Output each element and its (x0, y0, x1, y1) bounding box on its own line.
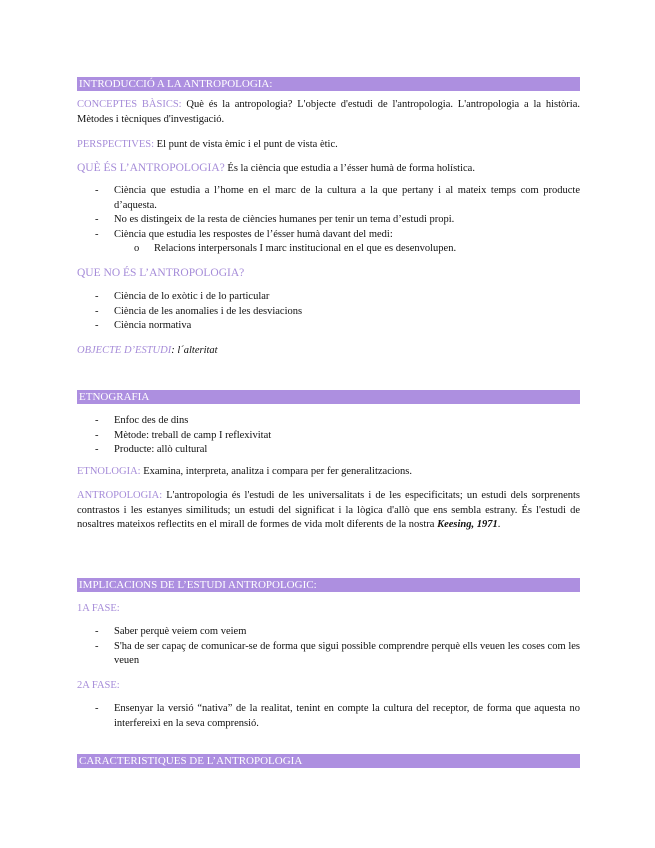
section-heading-introduccio: INTRODUCCIÓ A LA ANTROPOLOGIA: (77, 77, 580, 91)
list-item: - S'ha de ser capaç de comunicar-se de forma que sigui possible comprendre perquè ells veuen les coses com les veuen (95, 640, 580, 666)
list-item: - Ciència que estudia a l’home en el marc de la cultura a la que pertany i al mateix temps com producte d’aquesta. (95, 185, 580, 211)
section-heading-implicacions: IMPLICACIONS DE L’ESTUDI ANTROPOLOGIC: (77, 578, 580, 592)
list-item: - Ciència de lo exòtic i de lo particular (95, 291, 270, 302)
list-item: - Ciència que estudia les respostes de l’ésser humà davant del medi: o Relacions interpersonals I marc institucional en el que es desenvolupen. (77, 228, 580, 257)
que-no-es-label: QUE NO ÉS L’ANTROPOLOGIA? (77, 267, 245, 279)
section-heading-etnografia: ETNOGRAFIA (77, 390, 580, 404)
antropologia-text: L'antropologia és l'estudi de les universalitats i de les especificitats; un estudi dels sorprenents contrastos i les estanyes similituds; un estudi del significat i la lògica d'allò que ens sembla estrany. És l'estudi de nosaltres mateixos reflectits en el mirall de formes de vida molt diferents de la nostra (77, 490, 580, 530)
etnologia-paragraph (77, 465, 580, 480)
objecte-estudi-paragraph (77, 344, 580, 359)
que-no-es-heading (77, 266, 580, 282)
citation: Keesing, 1971 (437, 519, 498, 530)
list-item: - Enfoc des de dins (95, 415, 189, 426)
conceptes-basics-text: Què és la antropologia? L'objecte d'estudi de l'antropologia. L'antropologia a la història. Mètodes i tècniques d'investigació. (77, 99, 580, 125)
antropologia-label: ANTROPOLOGIA: (77, 490, 163, 501)
que-es-paragraph (77, 161, 580, 177)
list-item: - Ciència normativa (95, 320, 192, 331)
antropologia-paragraph (77, 489, 580, 533)
fase2-heading (77, 679, 580, 694)
conceptes-basics-label: CONCEPTES BÀSICS: (77, 99, 182, 110)
fase1-list (77, 625, 580, 669)
que-es-list (77, 184, 580, 257)
section-heading-caracteristiques: CARACTERISTIQUES DE L’ANTROPOLOGIA (77, 754, 580, 768)
perspectives-label: PERSPECTIVES: (77, 139, 155, 150)
list-item: - Ensenyar la versió “nativa” de la realitat, tenint en compte la cultura del receptor, de forma que aquesta no interfereixi en la seva comprensió. (95, 703, 580, 729)
list-item: - Mètode: treball de camp I reflexivitat (95, 429, 272, 441)
list-item: - No es distingeix de la resta de ciències humanes per tenir un tema d’estudi propi. (95, 214, 455, 225)
conceptes-basics-paragraph (77, 98, 580, 127)
citation-end: . (497, 519, 501, 530)
etnografia-list (77, 414, 580, 458)
sub-list-item: o Relacions interpersonals I marc institucional en el que es desenvolupen. (134, 243, 457, 254)
que-no-es-list (77, 290, 580, 334)
fase1-label: 1A FASE: (77, 603, 120, 614)
list-item: - Ciència de les anomalies i de les desviacions (95, 305, 303, 317)
que-es-sublist (114, 242, 580, 257)
perspectives-text: El punt de vista èmic i el punt de vista ètic. (154, 139, 338, 150)
objecte-estudi-text: : l´alteritat (171, 345, 218, 356)
fase1-heading (77, 602, 580, 617)
que-es-text: És la ciència que estudia a l’ésser humà de forma holística. (224, 163, 475, 174)
etnologia-label: ETNOLOGIA: (77, 466, 141, 477)
fase2-list (77, 702, 580, 731)
etnologia-text: Examina, interpreta, analitza i compara per fer generalitzacions. (140, 466, 412, 477)
list-item: - Saber perquè veiem com veiem (95, 626, 247, 637)
fase2-label: 2A FASE: (77, 680, 120, 691)
list-item: - Producte: allò cultural (95, 444, 208, 455)
que-es-label: QUÈ ÉS L’ANTROPOLOGIA? (77, 162, 225, 174)
objecte-estudi-label: OBJECTE D’ESTUDI (77, 345, 172, 356)
perspectives-paragraph (77, 138, 580, 153)
